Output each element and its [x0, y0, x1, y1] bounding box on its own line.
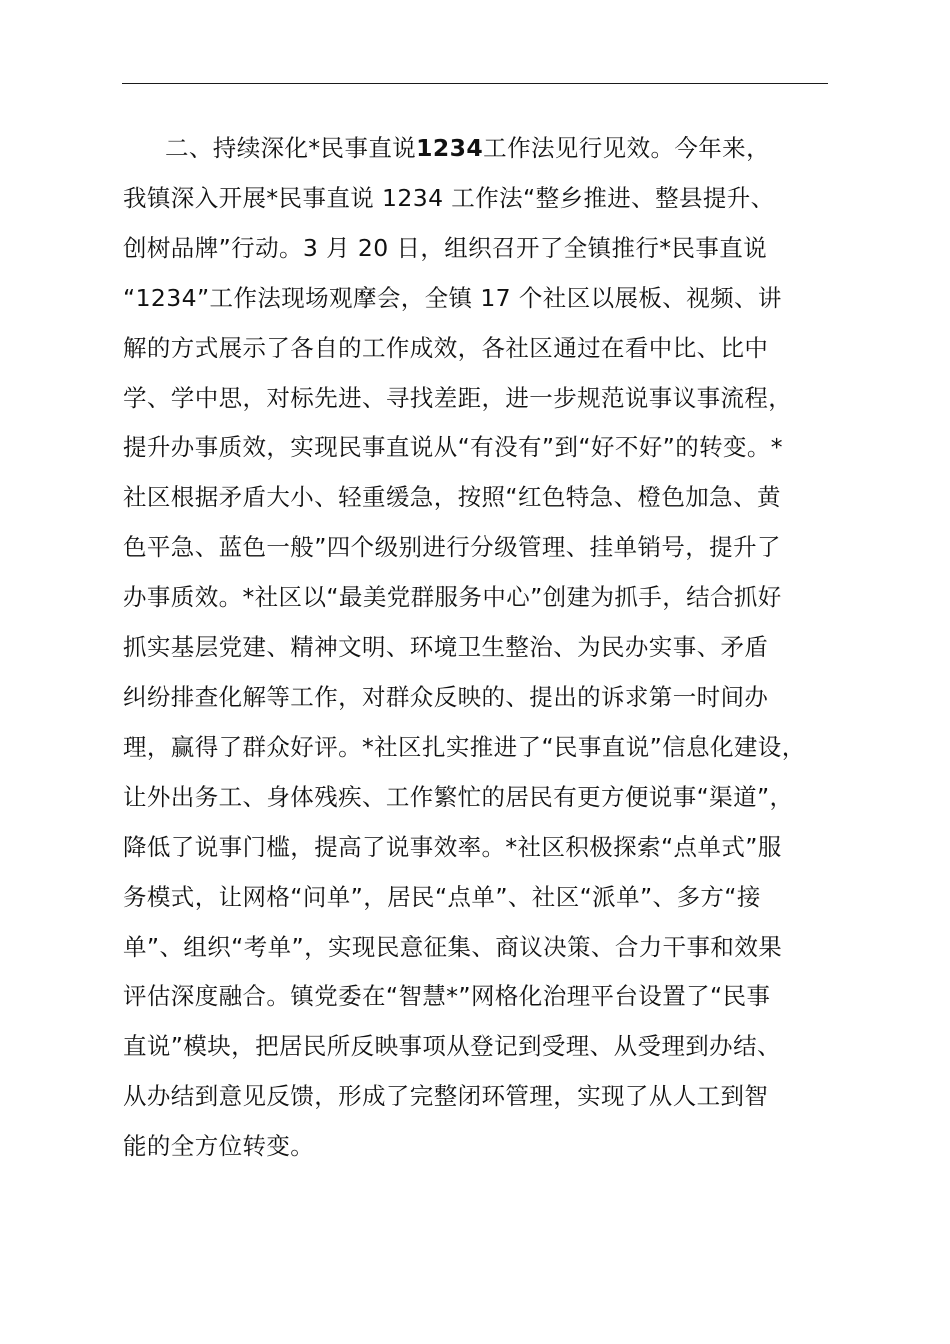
text-line: 社区根据矛盾大小、轻重缓急，按照“红色特急、橙色加急、黄	[123, 483, 781, 512]
text-line: 直说”模块，把居民所反映事项从登记到受理、从受理到办结、	[123, 1032, 781, 1061]
text-line: 色平急、蓝色一般”四个级别进行分级管理、挂单销号，提升了	[123, 533, 781, 562]
text-line: 抓实基层党建、精神文明、环境卫生整治、为民办实事、矛盾	[123, 633, 769, 662]
text-line: 理，赢得了群众好评。*社区扎实推进了“民事直说”信息化建设，	[123, 732, 806, 761]
heading-text: 二、持续深化*民事直说	[165, 134, 417, 162]
header-divider	[122, 83, 828, 84]
text-line: 从办结到意见反馈，形成了完整闭环管理，实现了从人工到智	[123, 1082, 769, 1111]
text-line: 创树品牌”行动。3 月 20 日，组织召开了全镇推行*民事直说	[123, 233, 768, 262]
heading-number: 1234	[416, 134, 484, 162]
text-line: 学、学中思，对标先进、寻找差距，进一步规范说事议事流程，	[123, 383, 793, 412]
text-line: 提升办事质效，实现民事直说从“有没有”到“好不好”的转变。*	[123, 433, 783, 462]
text-line: 单”、组织“考单”，实现民意征集、商议决策、合力干事和效果	[123, 932, 783, 961]
text-line: 我镇深入开展*民事直说 1234 工作法“整乡推进、整县提升、	[123, 183, 775, 212]
text-line: 务模式，让网格“问单”，居民“点单”、社区“派单”、多方“接	[123, 882, 761, 911]
text-line: 办事质效。*社区以“最美党群服务中心”创建为抓手，结合抓好	[123, 583, 782, 612]
paragraph-heading-line	[123, 124, 853, 174]
heading-text-end: 工作法见行见效。今年来，	[483, 134, 770, 162]
body-paragraph	[123, 124, 853, 1172]
text-line: 降低了说事门槛，提高了说事效率。*社区积极探索“点单式”服	[123, 832, 782, 861]
text-line: “1234”工作法现场观摩会，全镇 17 个社区以展板、视频、讲	[123, 283, 782, 312]
text-line: 能的全方位转变。	[123, 1132, 315, 1161]
text-line: 解的方式展示了各自的工作成效，各社区通过在看中比、比中	[123, 333, 769, 362]
text-line: 让外出务工、身体残疾、工作繁忙的居民有更方便说事“渠道”，	[123, 782, 794, 811]
text-line: 评估深度融合。镇党委在“智慧*”网格化治理平台设置了“民事	[123, 982, 771, 1011]
text-line: 纠纷排查化解等工作，对群众反映的、提出的诉求第一时间办	[123, 682, 769, 711]
